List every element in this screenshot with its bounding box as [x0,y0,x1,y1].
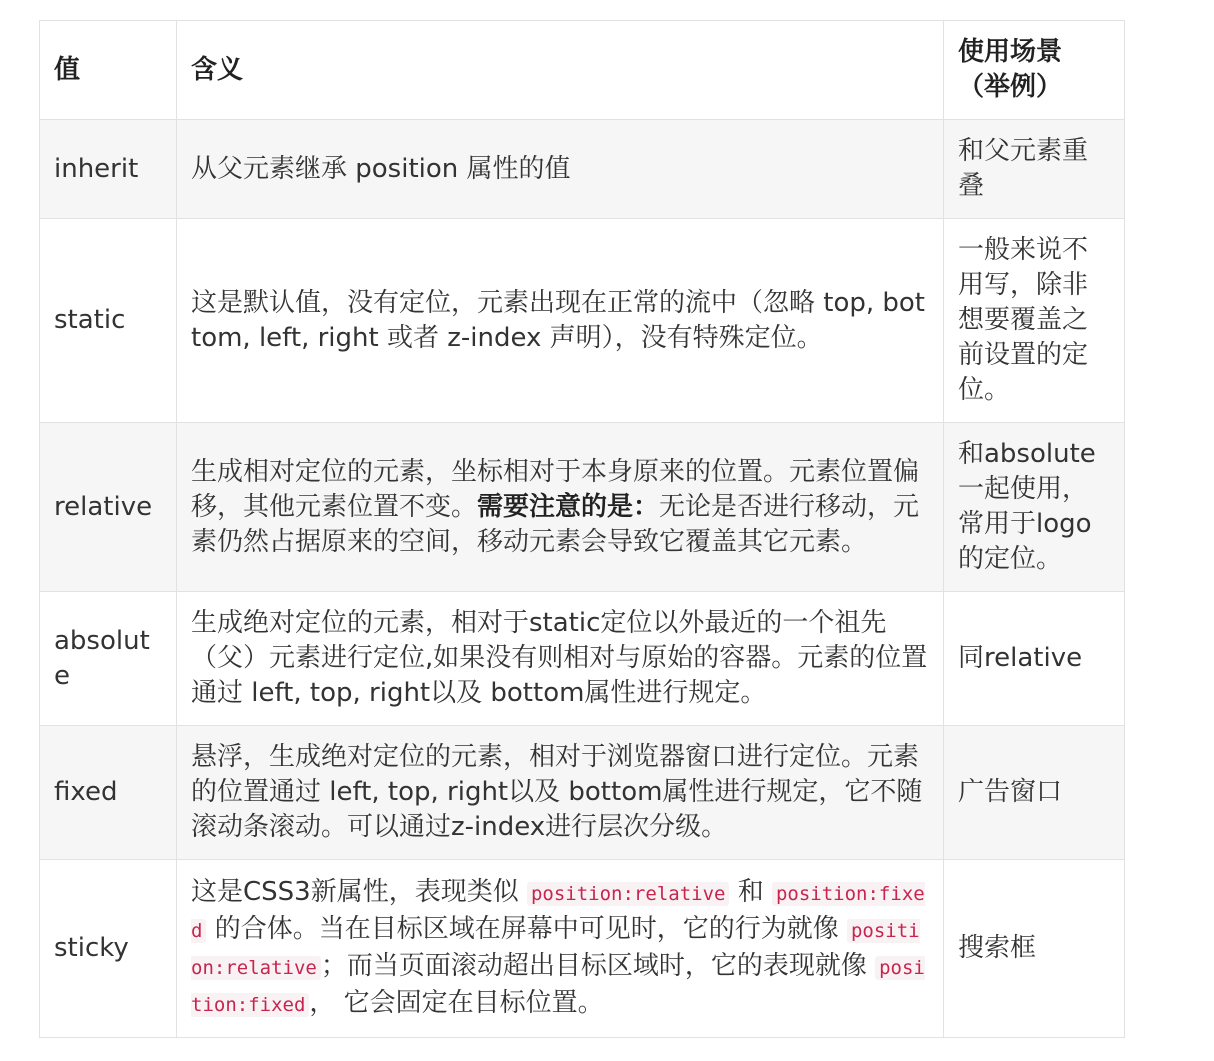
cell-meaning: 这是默认值，没有定位，元素出现在正常的流中（忽略 top, bottom, left, right 或者 z-index 声明），没有特殊定位。 [177,219,944,423]
inline-code: position:fixed [191,882,925,942]
cell-meaning: 生成绝对定位的元素，相对于static定位以外最近的一个祖先（父）元素进行定位,如果没有则相对与原始的容器。元素的位置通过 left, top, right以及 bottom属性进行规定。 [177,592,944,726]
cell-value: inherit [40,120,177,219]
position-values-table [39,20,1125,1038]
cell-usage: 一般来说不用写，除非想要覆盖之前设置的定位。 [944,219,1125,423]
table-row-sticky [40,860,1125,1038]
meaning-text: ， 它会固定在目标位置。 [309,987,604,1018]
cell-meaning [177,423,944,592]
cell-usage: 同relative [944,592,1125,726]
table-header-row [40,21,1125,120]
inline-code: position:relative [527,882,729,906]
cell-value: fixed [40,726,177,860]
meaning-text: 的合体。当在目标区域在屏幕中可见时，它的行为就像 [206,913,847,944]
table-row-relative [40,423,1125,592]
cell-meaning [177,860,944,1038]
meaning-text: 无论是否进行移动，元素仍然占据原来的空间，移动元素会导致它覆盖其它元素。 [191,491,920,557]
cell-usage: 和父元素重叠 [944,120,1125,219]
table-row-absolute [40,592,1125,726]
table-row-static [40,219,1125,423]
header-meaning: 含义 [177,21,944,120]
table-row-fixed [40,726,1125,860]
cell-usage: 广告窗口 [944,726,1125,860]
meaning-text: ；而当页面滚动超出目标区域时，它的表现就像 [320,950,876,981]
cell-usage: 和absolute一起使用，常用于logo的定位。 [944,423,1125,592]
meaning-text: 和 [729,876,772,907]
cell-value: absolute [40,592,177,726]
cell-usage: 搜索框 [944,860,1125,1038]
header-value: 值 [40,21,177,120]
cell-meaning: 悬浮，生成绝对定位的元素，相对于浏览器窗口进行定位。元素的位置通过 left, top, right以及 bottom属性进行规定，它不随滚动条滚动。可以通过z-index进行层次分级。 [177,726,944,860]
inline-code: position:relative [191,919,920,979]
meaning-text: 这是CSS3新属性，表现类似 [191,876,527,907]
cell-value: static [40,219,177,423]
table-row-inherit [40,120,1125,219]
inline-code: position:fixed [191,956,925,1016]
meaning-text: 生成相对定位的元素，坐标相对于本身原来的位置。元素位置偏移，其他元素位置不变。 [191,456,920,522]
cell-value: sticky [40,860,177,1038]
cell-meaning: 从父元素继承 position 属性的值 [177,120,944,219]
cell-value: relative [40,423,177,592]
emphasis-note: 需要注意的是： [477,491,660,522]
header-usage: 使用场景（举例） [944,21,1125,120]
